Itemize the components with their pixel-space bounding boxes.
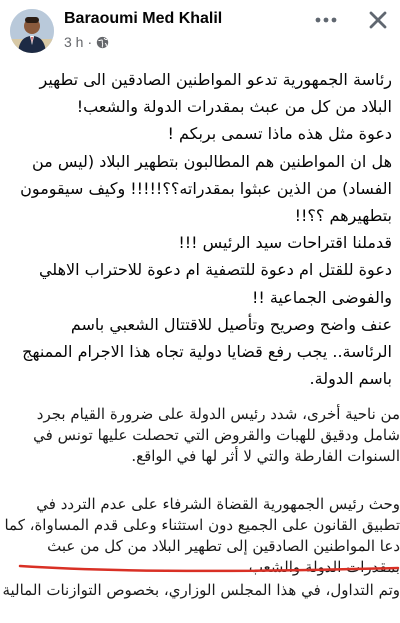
author-name[interactable]: Baraoumi Med Khalil: [64, 10, 223, 27]
post-time[interactable]: 3 h: [64, 34, 84, 50]
post-text: [8, 66, 392, 392]
post-line: قدملنا اقتراحات سيد الرئيس !!!: [178, 233, 392, 253]
post-meta: [64, 34, 109, 50]
avatar[interactable]: [10, 9, 54, 53]
close-button[interactable]: [364, 6, 392, 34]
post-line: هل ان المواطنين هم المطالبون بتطهير البلاد (ليس من الفساد) من الذين عبثوا بمقدراته؟؟!!!!! وكيف سيقومون بتطهيرهم ؟؟!!: [20, 151, 392, 226]
meta-separator: ·: [87, 34, 93, 50]
more-options-button[interactable]: [312, 8, 340, 32]
globe-icon: [96, 36, 109, 49]
post-header: [0, 0, 400, 62]
article-paragraph-3: وتم التداول، في هذا المجلس الوزاري، بخصوص التوازنات المالية: [2, 581, 400, 599]
post-line: دعوة للقتل ام دعوة للتصفية ام دعوة للاحتراب الاهلي والفوضى الجماعية !!: [38, 260, 392, 307]
article-paragraph-1: من ناحية أخرى، شدد رئيس الدولة على ضرورة القيام بجرد شامل ودقيق للهبات والقروض التي تحصلت عليها تونس في السنوات الفارطة والتي لا أثر لها في الواقع.: [33, 405, 400, 465]
more-dots-icon: [315, 17, 337, 23]
post-line: دعوة مثل هذه ماذا تسمى بربكم !: [167, 124, 392, 144]
close-icon: [369, 11, 387, 29]
article-paragraph-2: وحث رئيس الجمهورية القضاة الشرفاء على عدم التردد في تطبيق القانون على الجميع دون استثناء وعلى قدم المساواة، كما دعا المواطنين الصادقين إلى تطهير البلاد من كل من عبث بمقدرات الدولة والشعب.: [4, 495, 400, 576]
post-line: رئاسة الجمهورية تدعو المواطنين الصادقين الى تطهير البلاد من كل من عبث بمقدرات الدولة والشعب!: [39, 70, 392, 117]
post-line: عنف واضح وصريح وتأصيل للاقتتال الشعبي باسم الرئاسة.. يجب رفع قضايا دولية تجاه هذا الاجرام الممنهج باسم الدولة.: [22, 314, 392, 389]
